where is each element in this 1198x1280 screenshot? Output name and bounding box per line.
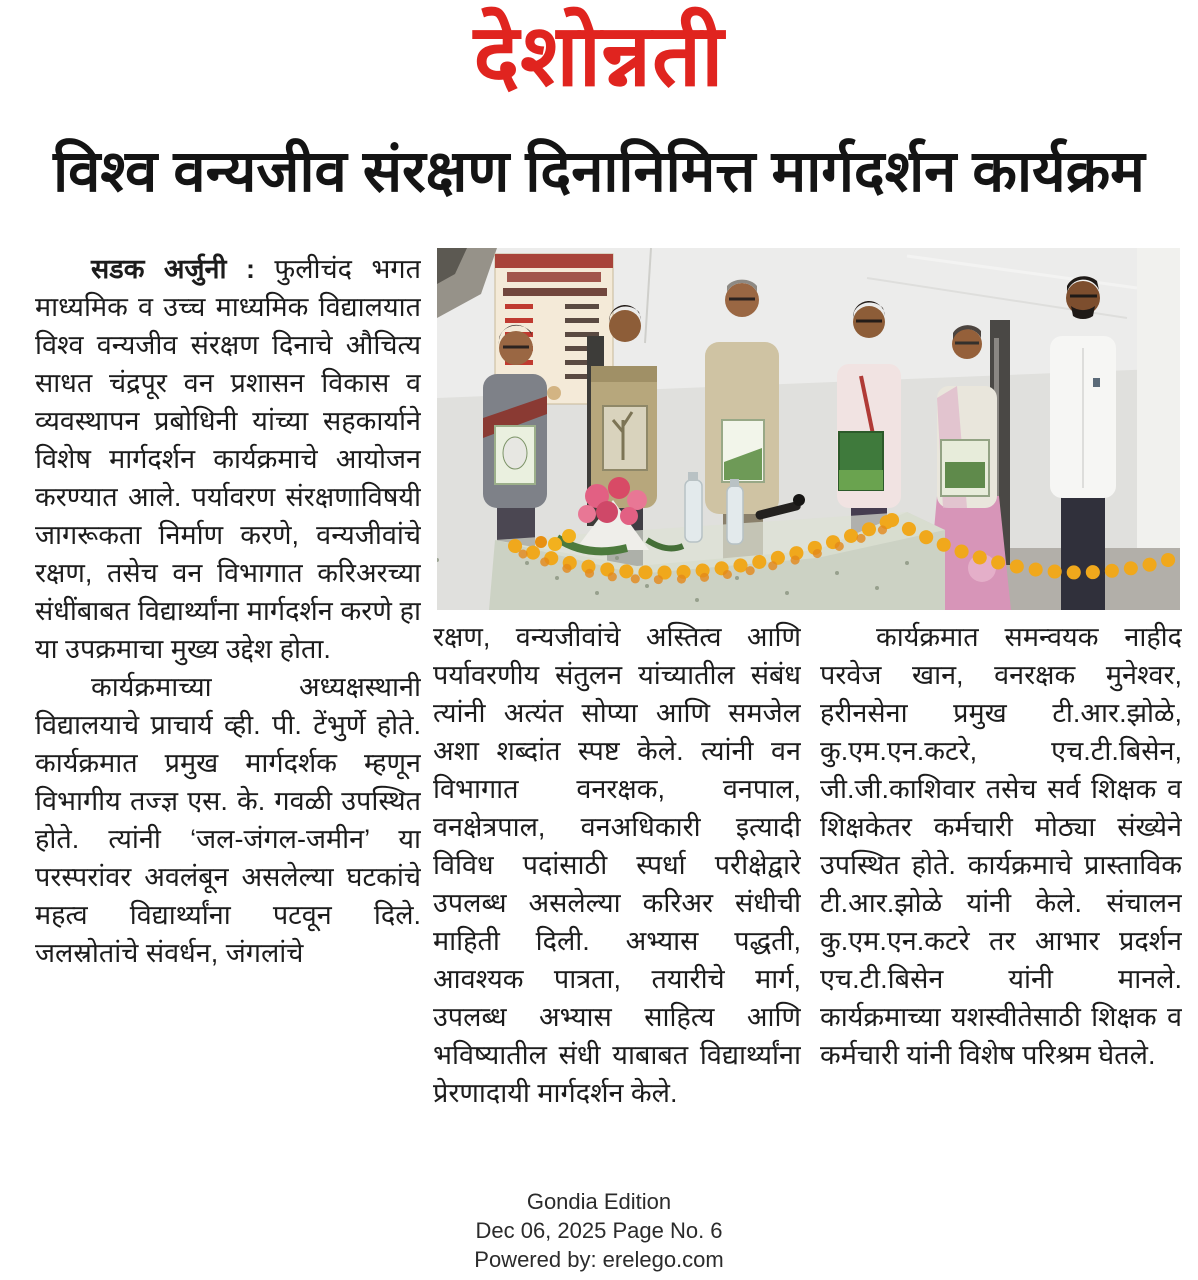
article-column-2 — [433, 618, 801, 1196]
date-page-label: Dec 06, 2025 Page No. 6 — [475, 1218, 723, 1243]
paragraph: कार्यक्रमात समन्वयक नाहीद परवेज खान, वनरक्षक मुनेश्वर, हरीनसेना प्रमुख टी.आर.झोळे, कु.एम.एन.कटरे, एच.टी.बिसेन, जी.जी.काशिवार तसेच सर्व शिक्षक व शिक्षकेतर कर्मचारी मोठ्या संख्येने उपस्थित होते. कार्यक्रमाचे प्रास्ताविक टी.आर.झोळे यांनी केले. संचालन कु.एम.एन.कटरे तर आभार प्रदर्शन एच.टी.बिसेन यांनी मानले. कार्यक्रमाच्या यशस्वीतेसाठी शिक्षक व कर्मचारी यांनी विशेष परिश्रम घेतले. — [820, 622, 1182, 1070]
newspaper-title: देशोन्नती — [473, 8, 725, 104]
powered-by-label: Powered by: erelego.com — [474, 1247, 724, 1272]
page-footer — [0, 1187, 1198, 1274]
event-photo-scene — [437, 248, 1180, 610]
masthead — [0, 0, 1198, 115]
edition-label: Gondia Edition — [526, 1189, 672, 1214]
paragraph — [35, 250, 421, 668]
paragraph-text: फुलीचंद भगत माध्यमिक व उच्च माध्यमिक विद्यालयात विश्व वन्यजीव संरक्षण दिनाचे औचित्य साधत चंद्रपूर वन प्रशासन विकास व व्यवस्थापन प्रबोधिनी यांच्या सहकार्याने विशेष मार्गदर्शन कार्यक्रमाचे आयोजन करण्यात आले. पर्यावरण संरक्षणाविषयी जागरूकता निर्माण करणे, वन्यजीवांचे रक्षण, तसेच वन विभागात करिअरच्या संधींबाबत विद्यार्थ्यांना मार्गदर्शन करणे हा या उपक्रमाचा मुख्य उद्देश होता. — [35, 254, 421, 664]
dateline: सडक अर्जुनी : — [91, 254, 255, 284]
article-column-1 — [35, 250, 421, 1192]
article-column-3 — [820, 618, 1182, 1196]
paragraph: रक्षण, वन्यजीवांचे अस्तित्व आणि पर्यावरणीय संतुलन यांच्यातील संबंध त्यांनी अत्यंत सोप्या आणि समजेल अशा शब्दांत स्पष्ट केले. त्यांनी वन विभागात वनरक्षक, वनपाल, वनक्षेत्रपाल, वनअधिकारी इत्यादी विविध पदांसाठी स्पर्धा परीक्षेद्वारे उपलब्ध असलेल्या करिअर संधीची माहिती दिली. अभ्यास पद्धती, आवश्यक पात्रता, तयारीचे मार्ग, उपलब्ध अभ्यास साहित्य आणि भविष्यातील संधी याबाबत विद्यार्थ्यांना प्रेरणादायी मार्गदर्शन केले. — [433, 622, 801, 1108]
article-headline: विश्व वन्यजीव संरक्षण दिनानिमित्त मार्गदर्शन कार्यक्रम — [53, 139, 1145, 204]
paragraph: कार्यक्रमाच्या अध्यक्षस्थानी विद्यालयाचे प्राचार्य व्ही. पी. टेंभुर्णे होते. कार्यक्रमात प्रमुख मार्गदर्शक म्हणून विभागीय तज्ज्ञ एस. के. गवळी उपस्थित होते. त्यांनी ‘जल-जंगल-जमीन’ या परस्परांवर अवलंबून असलेल्या घटकांचे महत्व विद्यार्थ्यांना पटवून दिले. जलस्रोतांचे संवर्धन, जंगलांचे — [35, 672, 421, 968]
event-photo — [437, 248, 1180, 610]
